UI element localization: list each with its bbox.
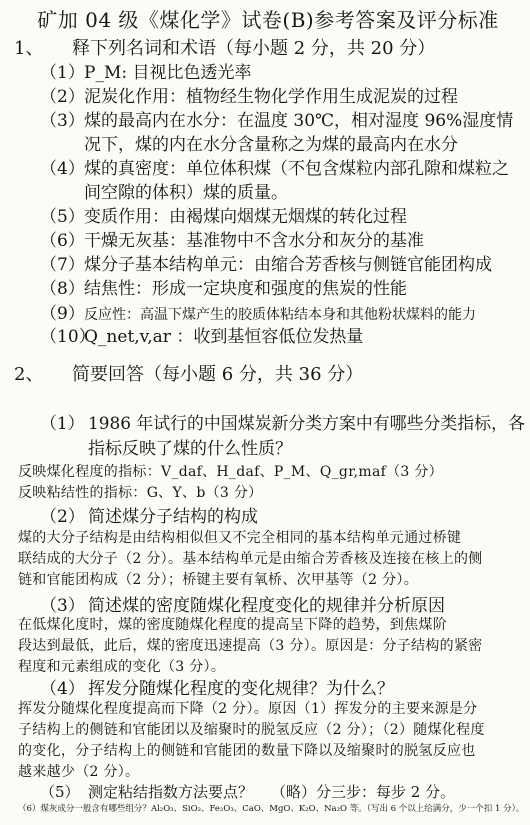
term-text: 煤的真密度：单位体积煤（不包含煤粒内部孔隙和煤粒之 xyxy=(84,159,509,179)
term-text: 泥炭化作用：植物经生物化学作用生成泥炭的过程 xyxy=(84,87,458,107)
answer-3-line2: 段达到最低，此后，煤的密度迅速提高（3 分）。原因是：分子结构的紧密 xyxy=(18,638,483,654)
section2-heading-text: 简要回答（每小题 6 分，共 36 分） xyxy=(72,364,364,385)
question-1-cont: 指标反映了煤的什么性质？ xyxy=(88,439,292,459)
answer-5-line1: （略）分三步：每步 2 分。 xyxy=(271,783,456,801)
term-item-7 xyxy=(40,250,492,275)
question-text: 1986 年试行的中国煤炭新分类方案中有哪些分类指标，各 xyxy=(88,413,525,433)
answer-3-line1: 在低煤化度时，煤的密度随煤化程度的提高呈下降的趋势，到焦煤阶 xyxy=(18,617,447,633)
question-text: 简述煤分子结构的构成 xyxy=(88,507,258,527)
term-item-10 xyxy=(40,322,363,347)
answer-2-line1: 煤的大分子结构是由结构相似但又不完全相同的基本结构单元通过桥键 xyxy=(18,530,462,546)
term-text: 煤分子基本结构单元：由缩合芳香核与侧链官能团构成 xyxy=(84,255,492,275)
term-item-4 xyxy=(40,154,509,179)
item-number: （7） xyxy=(40,255,85,275)
answer-2-line2: 联结成的大分子（2 分）。基本结构单元是由缩合芳香核及连接在核上的侧 xyxy=(18,551,483,567)
section2-heading xyxy=(14,360,363,386)
item-number: （6） xyxy=(40,231,85,251)
item-number: （5） xyxy=(40,207,85,227)
item-number: （1） xyxy=(40,63,85,83)
term-item-4-cont xyxy=(40,178,288,203)
item-number: （4） xyxy=(40,159,85,179)
term-item-3-cont xyxy=(40,130,458,155)
term-item-1 xyxy=(40,58,251,83)
question-number: （3） xyxy=(40,596,85,616)
term-text: 间空隙的体积）煤的质量。 xyxy=(84,183,288,203)
answer-6-line2: 给满分，少一个扣 1 分）。 xyxy=(424,804,525,814)
question-1 xyxy=(40,410,525,434)
term-text: 结焦性：形成一定块度和强度的焦炭的性能 xyxy=(84,279,407,299)
answer-2-line3: 链和官能团构成（2 分）；桥键主要有氧桥、次甲基等（2 分）。 xyxy=(18,572,419,588)
term-text: 反应性：高温下煤产生的胶质体粘结本身和其他粉状煤料的能力 xyxy=(84,307,476,323)
answer-4-line2: 子结构上的侧链和官能团以及缩聚时的脱氢反应（2 分）；（2）随煤化程度 xyxy=(18,722,485,738)
item-number: （8） xyxy=(40,279,85,299)
answer-4-line1: 挥发分随煤化程度提高而下降（2 分）。原因（1）挥发分的主要来源是分 xyxy=(18,701,478,717)
term-text: 干燥无灰基：基准物中不含水分和灰分的基准 xyxy=(84,231,424,251)
question-text: 简述煤的密度随煤化程度变化的规律并分析原因 xyxy=(88,596,445,616)
section1-heading xyxy=(14,34,435,60)
term-item-2 xyxy=(40,82,458,107)
answer-1-line2: 反映粘结性的指标：G、Y、b（3 分） xyxy=(18,485,263,501)
item-number: （2） xyxy=(40,87,85,107)
answer-4-line4: 越来越少（2 分）。 xyxy=(18,764,140,780)
section1-heading-text: 释下列名词和术语（每小题 2 分，共 20 分） xyxy=(72,38,436,59)
question-number: （6） xyxy=(18,804,41,814)
question-number: （2） xyxy=(40,507,85,527)
term-item-9 xyxy=(40,299,476,324)
question-number: （1） xyxy=(40,413,85,433)
page-title: 矿加 04 级《煤化学》试卷(B)参考答案及评分标准 xyxy=(37,8,499,32)
section1-number: 1、 xyxy=(14,38,44,59)
term-item-5 xyxy=(40,202,407,227)
item-number: （10） xyxy=(40,327,96,347)
term-text: 煤的最高内在水分：在温度 30℃，相对湿度 96%湿度情 xyxy=(84,111,514,131)
question-2 xyxy=(40,502,258,527)
question-text: 煤灰成分一般含有哪些组分？ xyxy=(40,804,151,814)
term-text: 变质作用：由褐煤向烟煤无烟煤的转化过程 xyxy=(84,207,407,227)
item-number: （3） xyxy=(40,111,85,131)
term-text: P_M: 目视比色透光率 xyxy=(84,63,252,83)
term-item-8 xyxy=(40,274,407,299)
answer-6-line1: Al₂O₃、SiO₂、Fe₂O₃、CaO、MgO、K₂O、Na₂O 等。（写出 6 个以上 xyxy=(150,804,425,814)
section2-number: 2、 xyxy=(14,364,44,385)
answer-1-line1: 反映煤化程度的指标：V_daf、H_daf、P_M、Q_gr,maf（3 分） xyxy=(18,464,443,480)
term-item-6 xyxy=(40,226,424,251)
question-number: （4） xyxy=(40,679,85,699)
question-number: （5） xyxy=(40,783,80,801)
question-text: 测定粘结指数方法要点？ xyxy=(88,783,254,801)
answer-3-line3: 程度和元素组成的变化（3 分）。 xyxy=(18,659,226,675)
question-text: 挥发分随煤化程度的变化规律？为什么？ xyxy=(88,679,394,699)
term-text: Q_net,v,ar ：收到基恒容低位发热量 xyxy=(84,327,364,347)
question-3 xyxy=(40,591,445,616)
answer-4-line3: 的变化，分子结构上的侧链和官能团的数量下降以及缩聚时的脱氢反应也 xyxy=(18,743,476,759)
question-4 xyxy=(40,674,394,699)
item-number: （9） xyxy=(40,304,85,324)
term-text: 况下，煤的内在水分含量称之为煤的最高内在水分 xyxy=(84,135,458,155)
term-item-3 xyxy=(40,106,513,131)
